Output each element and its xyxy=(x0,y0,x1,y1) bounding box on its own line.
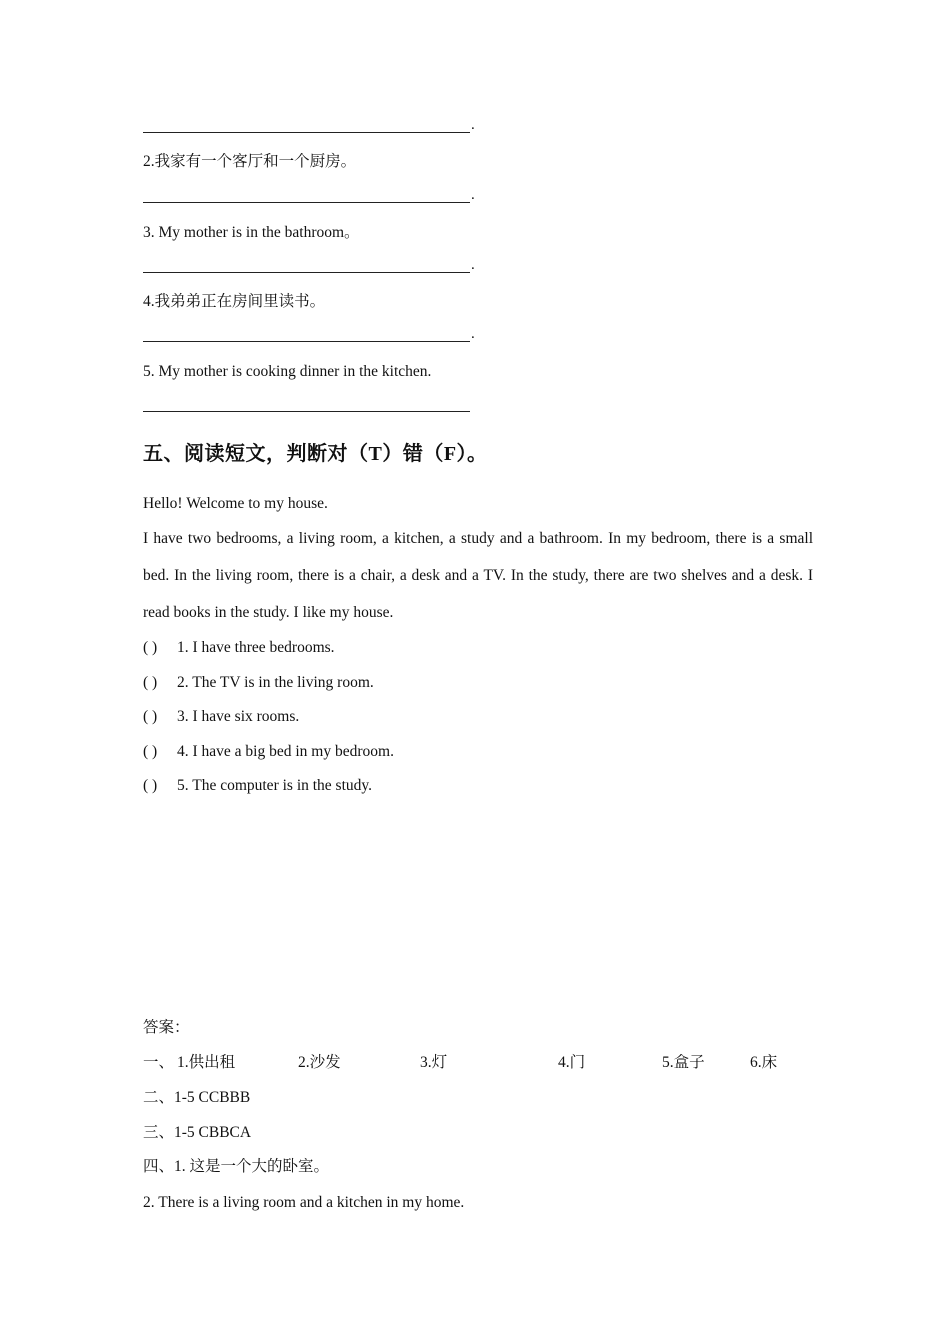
period: . xyxy=(471,257,475,273)
question-row xyxy=(143,742,394,762)
translation-item-4: 4.我弟弟正在房间里读书。 xyxy=(143,293,326,310)
question-text: 4. I have a big bed in my bedroom. xyxy=(177,743,394,760)
answer-line-4[interactable] xyxy=(143,327,473,347)
answer-item: 5.盒子 xyxy=(662,1054,705,1071)
answers-part-2: 二、1-5 CCBBB xyxy=(143,1089,251,1106)
underline xyxy=(143,272,470,273)
question-row xyxy=(143,638,335,658)
underline xyxy=(143,132,470,133)
answers-part-3: 三、1-5 CBBCA xyxy=(143,1124,252,1141)
question-text: 2. The TV is in the living room. xyxy=(177,674,374,691)
answer-line-5[interactable] xyxy=(143,397,473,417)
underline xyxy=(143,341,470,342)
section-5-heading: 五、阅读短文，判断对（T）错（F）。 xyxy=(143,443,488,465)
answer-paren[interactable]: ( ) xyxy=(143,639,158,656)
answer-line-1[interactable] xyxy=(143,118,473,138)
question-row xyxy=(143,776,372,796)
translation-item-2: 2.我家有一个客厅和一个厨房。 xyxy=(143,153,357,170)
answer-paren[interactable]: ( ) xyxy=(143,708,158,725)
translation-item-3: 3. My mother is in the bathroom。 xyxy=(143,224,360,241)
answers-part-4-item-2: 2. There is a living room and a kitchen in my home. xyxy=(143,1194,465,1211)
answer-paren[interactable]: ( ) xyxy=(143,777,158,794)
question-row xyxy=(143,673,374,693)
answer-item: 3.灯 xyxy=(420,1054,448,1071)
answer-item: 6.床 xyxy=(750,1054,778,1071)
passage-greeting: Hello! Welcome to my house. xyxy=(143,495,328,512)
period: . xyxy=(471,187,475,203)
answers-part-4: 四、1. 这是一个大的卧室。 xyxy=(143,1158,330,1175)
underline xyxy=(143,202,470,203)
translation-item-5: 5. My mother is cooking dinner in the kitchen. xyxy=(143,363,432,380)
answer-paren[interactable]: ( ) xyxy=(143,743,158,760)
answer-item: 2.沙发 xyxy=(298,1054,341,1071)
question-text: 3. I have six rooms. xyxy=(177,708,300,725)
answers-title: 答案： xyxy=(143,1019,190,1036)
period: . xyxy=(471,117,475,133)
answer-line-3[interactable] xyxy=(143,258,473,278)
answer-item: 4.门 xyxy=(558,1054,586,1071)
answer-item: 1.供出租 xyxy=(177,1054,236,1071)
question-text: 5. The computer is in the study. xyxy=(177,777,373,794)
reading-passage: I have two bedrooms, a living room, a kitchen, a study and a bathroom. In my bedroom, there is a small bed. In the living room, there is a chair, a desk and a TV. In the study, there are two shelves and a desk. I read books in the study. I like my house. xyxy=(143,530,813,621)
question-text: 1. I have three bedrooms. xyxy=(177,639,335,656)
underline xyxy=(143,411,470,412)
answer-paren[interactable]: ( ) xyxy=(143,674,158,691)
question-row xyxy=(143,707,299,727)
answers-part-1-label: 一、 xyxy=(143,1054,175,1071)
answer-line-2[interactable] xyxy=(143,188,473,208)
period: . xyxy=(471,326,475,342)
